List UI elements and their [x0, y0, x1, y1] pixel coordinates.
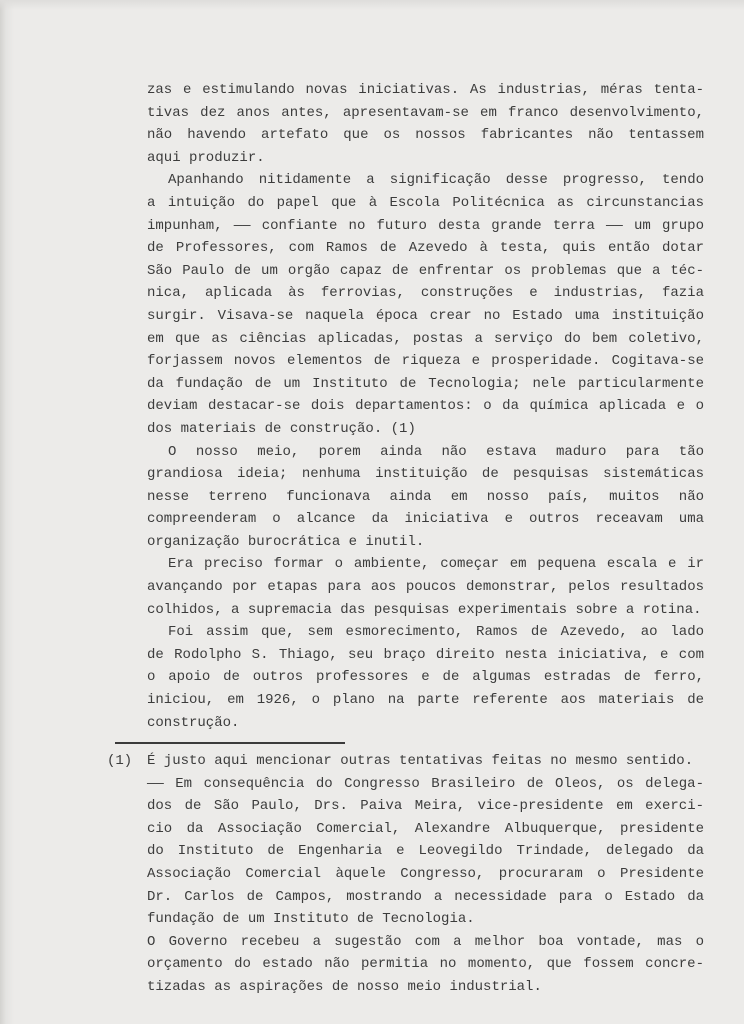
body-text-line: dos materiais de construção. (1)	[147, 420, 416, 437]
body-text-line: nesse terreno funcionava ainda em nosso país, muitos não	[147, 488, 704, 505]
footnote-marker: (1)	[107, 753, 133, 769]
body-text-line: da fundação de um Instituto de Tecnologia; nele particularmente	[147, 375, 704, 392]
body-text-line: grandiosa ideia; nenhuma instituição de pesquisas sistemáticas	[147, 466, 704, 483]
body-text-line: deviam destacar-se dois departamentos: o da química aplicada e o	[147, 398, 704, 415]
body-text	[147, 79, 704, 734]
footnote-first-line-text: É justo aqui mencionar outras tentativas feitas no mesmo sentido.	[147, 753, 694, 769]
body-text-line: em que as ciências aplicadas, postas a serviço do bem coletivo,	[147, 330, 704, 347]
footnote-line: tizadas as aspirações de nosso meio industrial.	[147, 978, 542, 995]
body-text-line: colhidos, a supremacia das pesquisas experimentais sobre a rotina.	[147, 601, 702, 618]
body-text-line: zas e estimulando novas iniciativas. As industrias, méras tenta-	[147, 82, 704, 98]
body-text-line: de Rodolpho S. Thiago, seu braço direito nesta iniciativa, e com	[147, 646, 704, 663]
body-text-line: impunham, —— confiante no futuro desta grande terra —— um grupo	[147, 217, 704, 234]
body-text-line: organização burocrática e inutil.	[147, 533, 425, 550]
body-text-line: não havendo artefato que os nossos fabricantes não tentassem	[147, 127, 704, 144]
body-text-line: de Professores, com Ramos de Azevedo à testa, quis então dotar	[147, 240, 704, 257]
body-text-line: O nosso meio, porem ainda não estava maduro para tão	[168, 443, 704, 460]
footnote-line: fundação de um Instituto de Tecnologia.	[147, 911, 475, 928]
body-text-line: aqui produzir.	[147, 149, 265, 166]
footnote-line: O Governo recebeu a sugestão com a melhor boa vontade, mas o	[147, 933, 704, 950]
body-text-line: Foi assim que, sem esmorecimento, Ramos de Azevedo, ao lado	[168, 624, 704, 641]
body-text-line: compreenderam o alcance da iniciativa e outros receavam uma	[147, 511, 704, 528]
footnote-line: Dr. Carlos de Campos, mostrando a necessidade para o Estado da	[147, 888, 704, 905]
body-text-line: Era preciso formar o ambiente, começar em pequena escala e ir	[168, 556, 704, 573]
body-text-line: a intuição do papel que à Escola Politécnica as circunstancias	[147, 194, 704, 211]
body-text-line: surgir. Visava-se naquela época crear no Estado uma instituição	[147, 307, 704, 324]
footnote	[107, 750, 704, 999]
footnote-lines	[147, 773, 704, 999]
body-text-line: nica, aplicada às ferrovias, construções e industrias, fazia	[147, 285, 704, 302]
footnote-line: —— Em consequência do Congresso Brasileiro de Oleos, os delega-	[147, 775, 704, 792]
body-text-line: construção.	[147, 714, 240, 731]
footnote-first-line	[107, 750, 704, 773]
body-text-line: o apoio de outros professores e de algumas estradas de ferro,	[147, 669, 704, 686]
footnote-line: cio da Associação Comercial, Alexandre Albuquerque, presidente	[147, 820, 704, 837]
body-text-line: São Paulo de um orgão capaz de enfrentar os problemas que a téc-	[147, 262, 704, 279]
body-text-line: tivas dez anos antes, apresentavam-se em franco desenvolvimento,	[147, 104, 704, 121]
footnote-line: do Instituto de Engenharia e Leovegildo Trindade, delegado da	[147, 843, 704, 860]
body-text-line: Apanhando nitidamente a significação desse progresso, tendo	[168, 172, 704, 189]
body-text-line: forjassem novos elementos de riqueza e prosperidade. Cogitava-se	[147, 353, 704, 370]
footnote-line: Associação Comercial àquele Congresso, procuraram o Presidente	[147, 865, 704, 882]
footnote-line: orçamento do estado não permitia no momento, que fossem concre-	[147, 956, 704, 973]
body-text-line: iniciou, em 1926, o plano na parte referente aos materiais de	[147, 692, 704, 709]
body-text-line: avançando por etapas para aos poucos demonstrar, pelos resultados	[147, 579, 704, 596]
footnote-line: dos de São Paulo, Drs. Paiva Meira, vice-presidente em exerci-	[147, 798, 704, 815]
footnote-divider	[115, 742, 345, 744]
